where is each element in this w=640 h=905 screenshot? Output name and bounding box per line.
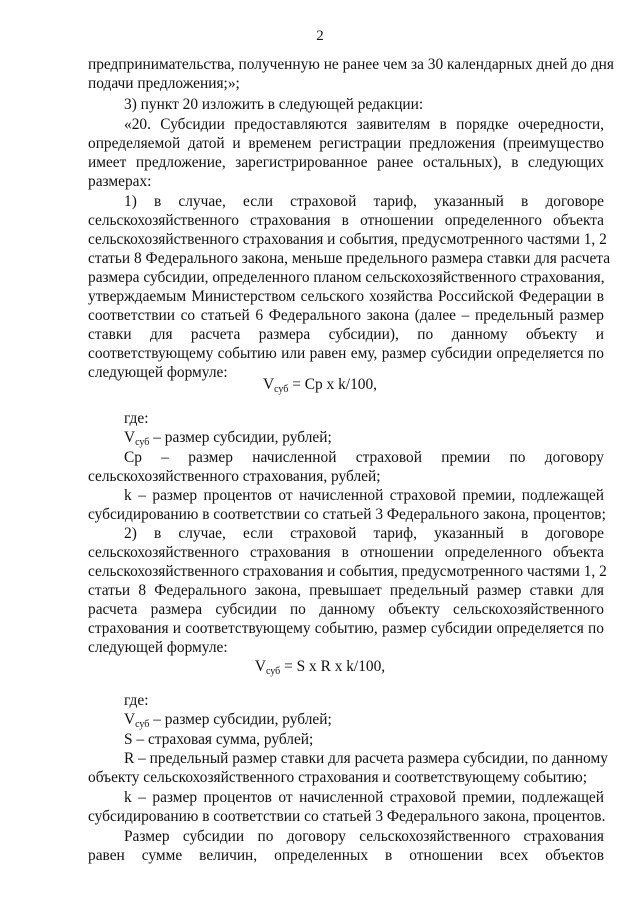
paragraph-line: субсидированию в соответствии со статьей 3 Федерального закона, процентов. [88, 808, 606, 825]
definition-line: $V_{суб}$ – размер субсидии, рублей; [124, 429, 332, 448]
formula-2: $V_{суб} = S$ x R x k/100, [254, 658, 386, 677]
paragraph-line: 3) пункт 20 изложить в следующей редакции: [124, 96, 424, 113]
paragraph-line: сельскохозяйственного страхования и события, предусмотренного частями 1, 2 [88, 563, 607, 580]
paragraph-line: сельскохозяйственного страхования в отношении определенного объекта [88, 212, 604, 229]
definition-line: $V_{суб}$ – размер субсидии, рублей; [124, 711, 332, 730]
paragraph-line: страхования и соответствующему событию, размер субсидии определяется по [88, 620, 604, 637]
paragraph-line: размерах: [88, 173, 152, 190]
paragraph-line: предпринимательства, полученную не ранее чем за 30 календарных дней до дня [88, 56, 614, 73]
paragraph-line: где: [124, 692, 149, 709]
paragraph-line: где: [124, 410, 149, 427]
paragraph-line: соответствующему событию или равен ему, размер субсидии определяется по [88, 345, 604, 362]
paragraph-line: 2) в случае, если страховой тариф, указанный в договоре [124, 525, 604, 542]
paragraph-line: субсидированию в соответствии со статьей 3 Федерального закона, процентов; [88, 506, 606, 523]
paragraph-line: соответствии со статьей 6 Федерального закона (далее – предельный размер [88, 307, 604, 324]
paragraph-line: сельскохозяйственного страхования в отношении определенного объекта [88, 544, 604, 561]
paragraph-line: равен сумме величин, определенных в отношении всех объектов [88, 847, 604, 864]
paragraph-line: сельскохозяйственного страхования и события, предусмотренного частями 1, 2 [88, 231, 607, 248]
paragraph-line: S – страховая сумма, рублей; [124, 731, 314, 748]
formula-1: $V_{суб}$ = Ср x k/100, [262, 376, 378, 395]
paragraph-line: подачи предложения;»; [88, 75, 240, 92]
paragraph-line: следующей формуле: [88, 639, 228, 656]
paragraph-line: R – предельный размер ставки для расчета размера субсидии, по данному [124, 750, 608, 767]
paragraph-line: сельскохозяйственного страхования, рублей; [88, 468, 381, 485]
paragraph-line: следующей формуле: [88, 364, 228, 381]
paragraph-line: Размер субсидии по договору сельскохозяйственного страхования [124, 828, 604, 845]
paragraph-line: k – размер процентов от начисленной страховой премии, подлежащей [124, 487, 604, 504]
paragraph-line: k – размер процентов от начисленной страховой премии, подлежащей [124, 789, 604, 806]
paragraph-line: объекту сельскохозяйственного страхования и соответствующему событию; [88, 769, 588, 786]
paragraph-line: размера субсидии, определенного планом сельскохозяйственного страхования, [88, 269, 605, 286]
paragraph-line: Ср – размер начисленной страховой премии по договору [124, 449, 604, 466]
paragraph-line: статьи 8 Федерального закона, превышает предельный размер ставки для [88, 582, 604, 599]
paragraph-line: «20. Субсидии предоставляются заявителям в порядке очередности, [124, 116, 604, 133]
paragraph-line: утверждаемым Министерством сельского хозяйства Российской Федерации в [88, 288, 604, 305]
paragraph-line: статьи 8 Федерального закона, меньше предельного размера ставки для расчета [88, 250, 611, 267]
page-number: 2 [316, 28, 324, 44]
paragraph-line: имеет предложение, зарегистрированное ранее остальных), в следующих [88, 154, 604, 171]
paragraph-line: ставки для расчета размера субсидии), по данному объекту и [88, 326, 604, 343]
paragraph-line: 1) в случае, если страховой тариф, указанный в договоре [124, 193, 604, 210]
paragraph-line: расчета размера субсидии по данному объекту сельскохозяйственного [88, 601, 604, 618]
paragraph-line: определяемой датой и временем регистрации предложения (преимущество [88, 135, 604, 152]
